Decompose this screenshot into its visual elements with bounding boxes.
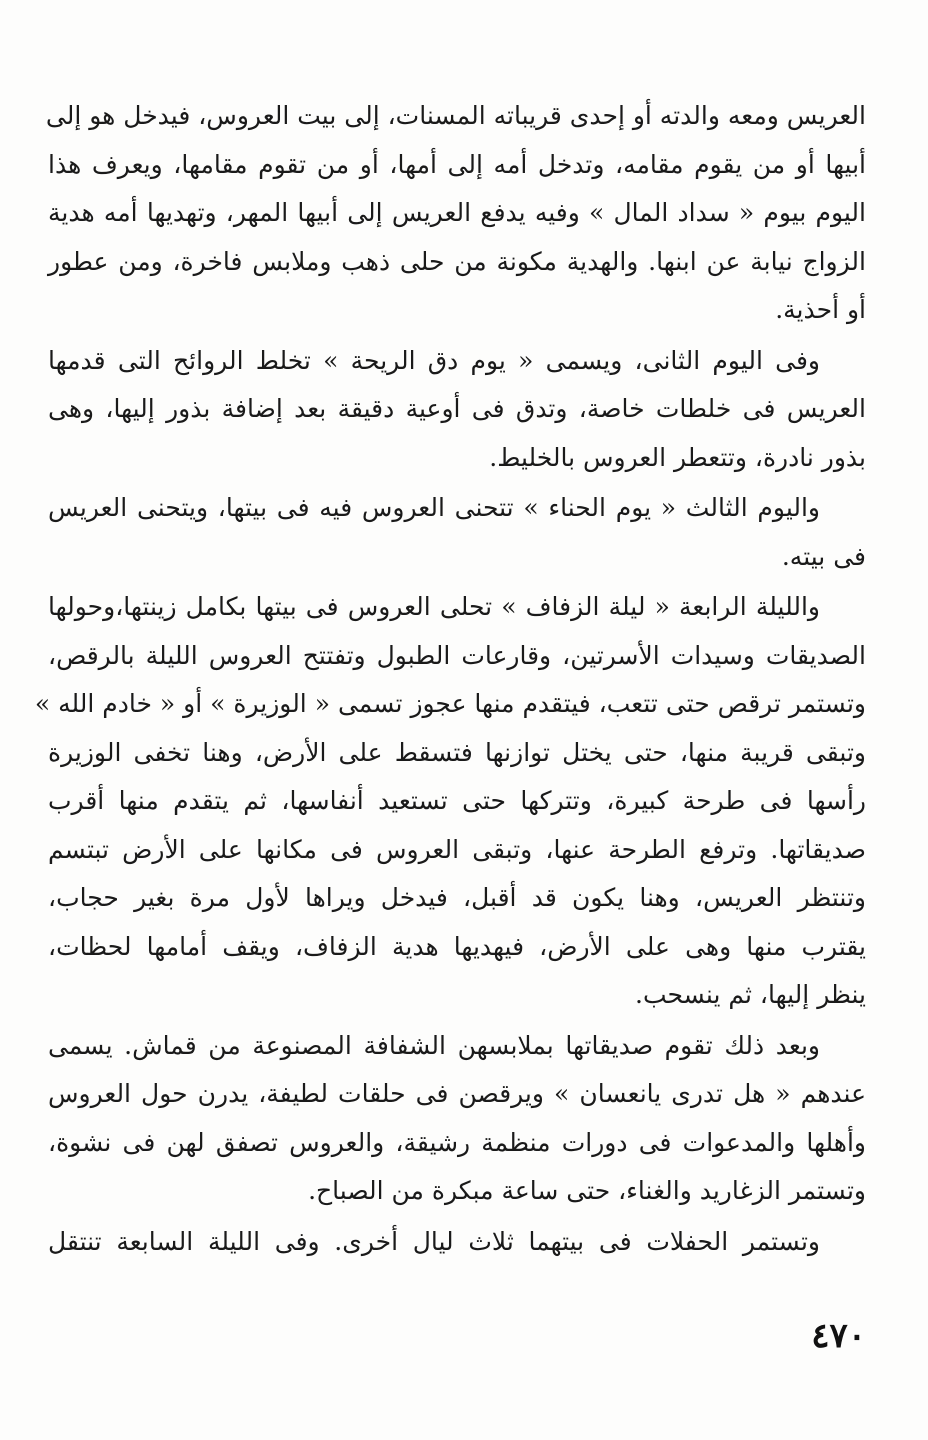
text-line: اليوم بيوم « سداد المال » وفيه يدفع العريس إلى أبيها المهر، وتهديها أمه هدية — [48, 198, 866, 227]
text-line: فى بيته. — [781, 541, 866, 571]
text-line: والليلة الرابعة « ليلة الزفاف » تحلى العروس فى بيتها بكامل زينتها،وحولها — [48, 592, 820, 621]
text-line: أبيها أو من يقوم مقامه، وتدخل أمه إلى أمها، أو من تقوم مقامها، ويعرف هذا — [48, 149, 866, 179]
body-text — [34, 92, 866, 1268]
text-line: صديقاتها. وترفع الطرحة عنها، وتبقى العروس فى مكانها على الأرض تبتسم — [48, 834, 866, 864]
paragraph-3 — [48, 484, 866, 581]
text-line: عندهم « هل تدرى يانعسان » ويرقصن فى حلقات لطيفة، يدرن حول العروس — [48, 1079, 866, 1108]
text-line: وبعد ذلك تقوم صديقاتها بملابسهن الشفافة المصنوعة من قماش. يسمى — [48, 1030, 820, 1060]
text-line: وأهلها والمدعوات فى دورات منظمة رشيقة، والعروس تصفق لهن فى نشوة، — [48, 1127, 866, 1157]
paragraph-1 — [45, 92, 866, 335]
text-line: العريس ومعه والدته أو إحدى قريباته المسنات، إلى بيت العروس، فيدخل هو إلى — [45, 101, 866, 130]
text-line: الصديقات وسيدات الأسرتين، وقارعات الطبول وتفتتح العروس الليلة بالرقص، — [48, 640, 866, 670]
text-line: وتستمر ترقص حتى تتعب، فيتقدم منها عجوز تسمى « الوزيرة » أو « خادم الله » — [34, 689, 866, 718]
text-line: العريس فى خلطات خاصة، وتدق فى أوعية دقيقة بعد إضافة بذور إليها، وهى — [48, 394, 866, 423]
paragraph-2 — [48, 337, 866, 483]
text-line: وتنتظر العريس، وهنا يكون قد أقبل، فيدخل ويراها لأول مرة بغير حجاب، — [48, 883, 866, 912]
paragraph-5 — [48, 1022, 866, 1216]
text-line: ينظر إليها، ثم ينسحب. — [635, 980, 866, 1009]
text-line: وفى اليوم الثانى، ويسمى « يوم دق الريحة » تخلط الروائح التى قدمها — [48, 345, 820, 375]
text-line: وتبقى قريبة منها، حتى يختل توازنها فتسقط على الأرض، وهنا تخفى الوزيرة — [48, 737, 866, 767]
paragraph-4 — [34, 583, 866, 1020]
text-line: أو أحذية. — [775, 295, 866, 324]
text-line: وتستمر الزغاريد والغناء، حتى ساعة مبكرة من الصباح. — [308, 1176, 866, 1205]
paragraph-6 — [48, 1218, 866, 1267]
text-line: وتستمر الحفلات فى بيتهما ثلاث ليال أخرى. وفى الليلة السابعة تنتقل — [48, 1226, 820, 1256]
text-line: يقترب منها وهى على الأرض، فيهديها هدية الزفاف، ويقف أمامها لحظات، — [48, 931, 866, 961]
page-number: ٤٧٠ — [811, 1316, 866, 1356]
text-line: الزواج نيابة عن ابنها. والهدية مكونة من حلى ذهب وملابس فاخرة، ومن عطور — [48, 246, 866, 276]
text-line: بذور نادرة، وتتعطر العروس بالخليط. — [489, 442, 866, 472]
text-line: رأسها فى طرحة كبيرة، وتتركها حتى تستعيد أنفاسها، ثم يتقدم منها أقرب — [48, 786, 866, 815]
text-line: واليوم الثالث « يوم الحناء » تتحنى العروس فيه فى بيتها، ويتحنى العريس — [48, 493, 820, 522]
